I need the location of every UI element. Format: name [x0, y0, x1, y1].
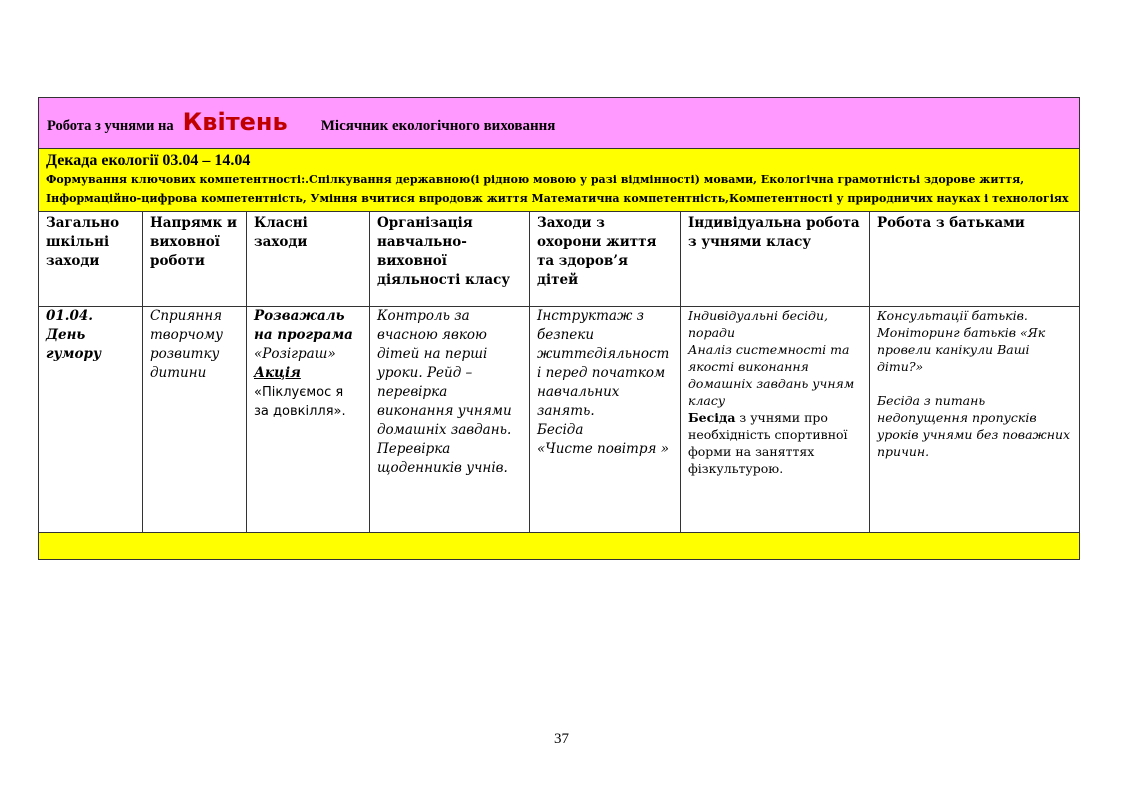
safety-talk-name: «Чисте повітря » — [537, 441, 669, 457]
month-title: Квітень — [182, 108, 288, 136]
decade-cell — [39, 149, 1080, 212]
show-title: Розважаль на програма — [254, 308, 353, 343]
cell-direction — [143, 307, 247, 533]
decade-row — [39, 149, 1080, 212]
cell-class-events — [247, 307, 370, 533]
col-header-direction: Напрямк и виховної роботи — [143, 212, 247, 307]
parents-line-3: Бесіда з питань недопущення пропусків уроків учнями без поважних причин. — [877, 393, 1071, 459]
show-name: «Розіграш» — [254, 346, 336, 362]
individual-talk-text: з учнями про необхідність спортивної форми на заняттях фізкультурою. — [688, 410, 848, 476]
action-name: «Піклуємос я за довкілля». — [254, 385, 346, 419]
cell-safety — [530, 307, 681, 533]
safety-talk: Бесіда — [537, 422, 584, 438]
table-row — [39, 307, 1080, 533]
cell-school-events — [39, 307, 143, 533]
organization-text: Контроль за вчасною явкою дітей на перші уроки. Рейд – перевірка виконання учнями домашніх завдань. Перевірка щоденників учнів. — [377, 308, 512, 476]
title-row — [39, 98, 1080, 149]
title-prefix: Робота з учнями на — [47, 118, 174, 134]
cell-parents — [870, 307, 1080, 533]
decade-title: Декада екології 03.04 – 14.04 — [46, 152, 251, 169]
col-header-safety: Заходи з охорони життя та здоров’я дітей — [530, 212, 681, 307]
col-header-organization: Організація навчально-виховної діяльності класу — [370, 212, 530, 307]
col-header-school: Загально шкільні заходи — [39, 212, 143, 307]
parents-line-1: Консультації батьків. — [877, 308, 1028, 323]
parents-line-2: Моніторинг батьків «Як провели канікули Ваші діти?» — [877, 325, 1046, 374]
competences-text: Формування ключових компетентності:.Спілкування державною(і рідною мовою у разі відмінності) мовами, Екологічна грамотністьі здорове життя, Інформаційно-цифрова компетентність, Уміння вчитися впродовж життя Математична компетентність,Компетентності у природничих науках і технологіях — [46, 173, 1069, 205]
individual-talk-label: Бесіда — [688, 410, 736, 425]
page-number: 37 — [554, 731, 569, 747]
col-header-class-events: Класні заходи — [247, 212, 370, 307]
individual-line-1: Індивідуальні бесіди, поради — [688, 308, 828, 340]
col-header-individual: Індивідуальна робота з учнями класу — [681, 212, 870, 307]
title-cell — [39, 98, 1080, 149]
direction-text: Сприяння творчому розвитку дитини — [150, 308, 223, 381]
cell-organization — [370, 307, 530, 533]
empty-footer-row — [39, 533, 1080, 560]
col-header-parents: Робота з батьками — [870, 212, 1080, 307]
safety-instruction: Інструктаж з безпеки життєдіяльност і перед початком навчальних занять. — [537, 308, 670, 419]
plan-table — [38, 97, 1080, 560]
cell-individual — [681, 307, 870, 533]
action-label: Акція — [254, 365, 301, 381]
individual-line-2: Аналіз системності та якості виконання домашніх завдань учням класу — [688, 342, 855, 408]
school-event-text: 01.04. День гумору — [46, 308, 102, 362]
header-row — [39, 212, 1080, 307]
month-theme: Місячник екологічного виховання — [320, 118, 556, 134]
